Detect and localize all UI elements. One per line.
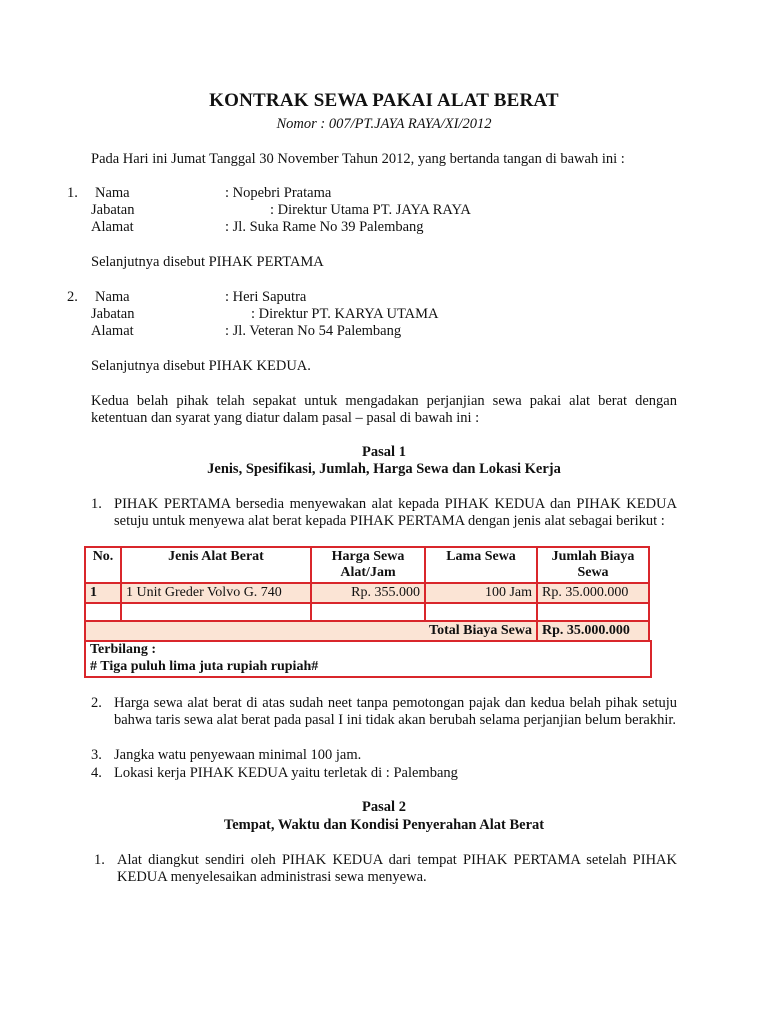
party1-position-label: Jabatan (91, 202, 135, 218)
party1-address-value: : Jl. Suka Rame No 39 Palembang (225, 219, 424, 235)
pasal2-item1-text: Alat diangkut sendiri oleh PIHAK KEDUA dari tempat PIHAK PERTAMA setelah PIHAK KEDUA menyelesaikan administrasi sewa menyewa. (117, 852, 677, 885)
pasal1-item4-text: Lokasi kerja PIHAK KEDUA yaitu terletak di : Palembang (114, 765, 458, 781)
pasal1-item4-number: 4. (91, 765, 102, 781)
party1-number: 1. (67, 185, 78, 201)
row-hourly-rate: Rp. 355.000 (311, 583, 425, 603)
party1-name-value: : Nopebri Pratama (225, 185, 332, 201)
party2-position-label: Jabatan (91, 306, 135, 322)
pasal2-item1-number: 1. (94, 852, 105, 868)
party2-number: 2. (67, 289, 78, 305)
party1-address-label: Alamat (91, 219, 134, 235)
document-number: Nomor : 007/PT.JAYA RAYA/XI/2012 (276, 116, 492, 132)
table-header-row (85, 547, 649, 583)
party2-position-value: : Direktur PT. KARYA UTAMA (251, 306, 439, 322)
agreement-paragraph: Kedua belah pihak telah sepakat untuk mengadakan perjanjian sewa pakai alat berat dengan ketentuan dan syarat yang diatur dalam pasal – pasal di bawah ini : (91, 393, 677, 426)
intro-paragraph: Pada Hari ini Jumat Tanggal 30 November Tahun 2012, yang bertanda tangan di bawah ini : (91, 151, 625, 167)
party1-position-value: : Direktur Utama PT. JAYA RAYA (270, 202, 471, 218)
row-total-cost: Rp. 35.000.000 (537, 583, 649, 603)
pasal2-subheading: Tempat, Waktu dan Kondisi Penyerahan Alat Berat (223, 817, 545, 833)
party2-designation: Selanjutnya disebut PIHAK KEDUA. (91, 358, 311, 374)
amount-in-words-box (84, 640, 652, 678)
row-duration: 100 Jam (425, 583, 537, 603)
header-equipment: Jenis Alat Berat (121, 547, 311, 583)
row-no: 1 (85, 583, 121, 603)
amount-in-words-label: Terbilang : (90, 642, 156, 657)
total-value: Rp. 35.000.000 (537, 621, 649, 641)
header-duration: Lama Sewa (425, 547, 537, 583)
party1-name-label: Nama (95, 185, 130, 201)
row-equipment: 1 Unit Greder Volvo G. 740 (121, 583, 311, 603)
pasal1-subheading: Jenis, Spesifikasi, Jumlah, Harga Sewa dan Lokasi Kerja (207, 461, 561, 477)
pasal1-item2-number: 2. (91, 695, 102, 711)
party2-address-label: Alamat (91, 323, 134, 339)
pasal1-heading: Pasal 1 (362, 444, 406, 460)
total-label: Total Biaya Sewa (85, 621, 537, 641)
rental-cost-table (84, 546, 650, 642)
party2-address-value: : Jl. Veteran No 54 Palembang (225, 323, 402, 339)
pasal1-item3-number: 3. (91, 747, 102, 763)
amount-in-words-value: # Tiga puluh lima juta rupiah rupiah# (90, 659, 319, 674)
pasal1-item1-number: 1. (91, 496, 102, 512)
party2-name-label: Nama (95, 289, 130, 305)
header-total-cost: Jumlah Biaya Sewa (537, 547, 649, 583)
pasal1-item3-text: Jangka watu penyewaan minimal 100 jam. (114, 747, 362, 763)
pasal1-item2-text: Harga sewa alat berat di atas sudah neet tanpa pemotongan pajak dan kedua belah pihak setuju bahwa taris sewa alat berat pada pasal I ini tidak akan berubah selama perjanjian belum berakhir. (114, 695, 677, 728)
pasal1-item1-text: PIHAK PERTAMA bersedia menyewakan alat kepada PIHAK KEDUA dan PIHAK KEDUA setuju untuk menyewa alat berat kepada PIHAK PERTAMA dengan jenis alat sebagai berikut : (114, 496, 677, 529)
table-empty-row (85, 603, 649, 621)
table-total-row (85, 621, 649, 641)
table-row (85, 583, 649, 603)
document-title: KONTRAK SEWA PAKAI ALAT BERAT (209, 90, 559, 111)
party2-name-value: : Heri Saputra (225, 289, 307, 305)
pasal2-heading: Pasal 2 (362, 799, 406, 815)
header-no: No. (85, 547, 121, 583)
party1-designation: Selanjutnya disebut PIHAK PERTAMA (91, 254, 324, 270)
header-hourly-rate: Harga Sewa Alat/Jam (311, 547, 425, 583)
